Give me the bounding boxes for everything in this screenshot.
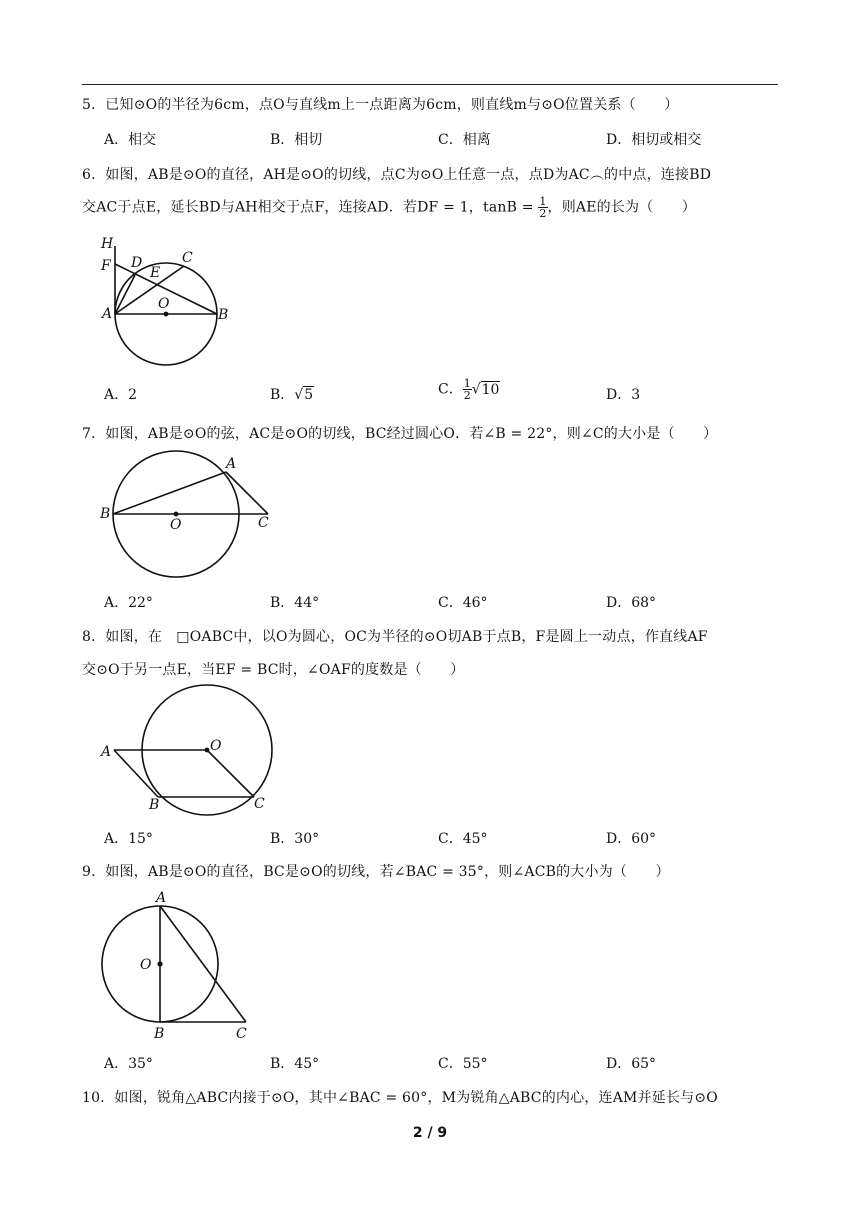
q6-label-b: B	[218, 307, 229, 323]
q6-tan-fraction: $\frac{1}{2}$	[539, 195, 547, 220]
q7-label-o: O	[170, 517, 182, 533]
q5-option-a: A．相交	[104, 132, 157, 148]
q6-stem-line2-a: 交AC于点E，延长BD与AH相交于点F，连接AD．若DF = 1，tanB =	[82, 199, 539, 216]
q8-option-b: B．30°	[270, 831, 320, 847]
q6-option-c: C． $\frac{1}{2}$ √10	[438, 377, 500, 402]
q8-figure	[96, 682, 286, 817]
q7-label-b: B	[100, 506, 111, 522]
q7-stem: 7．如图，AB是⊙O的弦，AC是⊙O的切线，BC经过圆心O．若∠B = 22°，则∠C的大小是（ ）	[82, 426, 718, 442]
header-rule	[82, 84, 778, 85]
q9-option-b: B．45°	[270, 1056, 320, 1072]
q9-label-a: A	[156, 890, 167, 906]
q7-option-c: C．46°	[438, 595, 488, 611]
q5-option-d: D．相切或相交	[606, 132, 702, 148]
q6-label-d: D	[131, 255, 143, 271]
page-number: 2 / 9	[412, 1125, 448, 1141]
q9-figure	[96, 886, 266, 1046]
q9-label-o: O	[140, 957, 152, 973]
q6-label-o: O	[158, 296, 170, 312]
q5-stem: 5．已知⊙O的半径为6cm，点O与直线m上一点距离为6cm，则直线m与⊙O位置关系（ ）	[82, 97, 679, 113]
q7-option-d: D．68°	[606, 595, 657, 611]
q6-stem-line2-b: ，则AE的长为（ ）	[547, 199, 697, 216]
q9-stem: 9．如图，AB是⊙O的直径，BC是⊙O的切线，若∠BAC = 35°，则∠ACB的大小为（ ）	[82, 864, 670, 880]
q9-label-c: C	[236, 1026, 247, 1042]
q8-label-c: C	[254, 796, 265, 812]
q9-option-a: A．35°	[104, 1056, 153, 1072]
q6-stem-line1: 6．如图，AB是⊙O的直径，AH是⊙O的切线，点C为⊙O上任意一点，点D为AC︵的中点，连接BD	[82, 167, 712, 183]
q6-label-e: E	[150, 265, 161, 281]
q6-figure	[96, 234, 246, 374]
q7-label-a: A	[226, 456, 237, 472]
q6-stem-line2	[82, 196, 696, 219]
q6-label-f: F	[101, 258, 111, 274]
q9-option-d: D．65°	[606, 1056, 657, 1072]
q6-option-b: B．√5	[270, 387, 314, 403]
q8-label-a: A	[101, 744, 112, 760]
q8-option-d: D．60°	[606, 831, 657, 847]
q5-option-c: C．相离	[438, 132, 491, 148]
q8-option-c: C．45°	[438, 831, 488, 847]
q5-option-b: B．相切	[270, 132, 323, 148]
q10-stem: 10．如图，锐角△ABC内接于⊙O，其中∠BAC = 60°，M为锐角△ABC的内心，连AM并延长与⊙O	[82, 1090, 718, 1106]
q6-label-h: H	[101, 236, 114, 252]
q7-figure	[96, 450, 286, 585]
q8-stem-line1: 8．如图，在 □OABC中，以O为圆心，OC为半径的⊙O切AB于点B，F是圆上一动点，作直线AF	[82, 629, 708, 645]
q8-option-a: A．15°	[104, 831, 153, 847]
q6-option-a: A．2	[104, 387, 138, 403]
q8-label-b: B	[149, 797, 160, 813]
q7-label-c: C	[258, 515, 269, 531]
q9-label-b: B	[154, 1026, 165, 1042]
q9-option-c: C．55°	[438, 1056, 488, 1072]
q8-stem-line2: 交⊙O于另一点E，当EF = BC时，∠OAF的度数是（ ）	[82, 662, 465, 678]
q6-option-d: D．3	[606, 387, 641, 403]
q6-label-a: A	[102, 306, 113, 322]
q8-label-o: O	[210, 738, 222, 754]
q7-option-b: B．44°	[270, 595, 320, 611]
q7-option-a: A．22°	[104, 595, 153, 611]
q6-label-c: C	[182, 250, 193, 266]
